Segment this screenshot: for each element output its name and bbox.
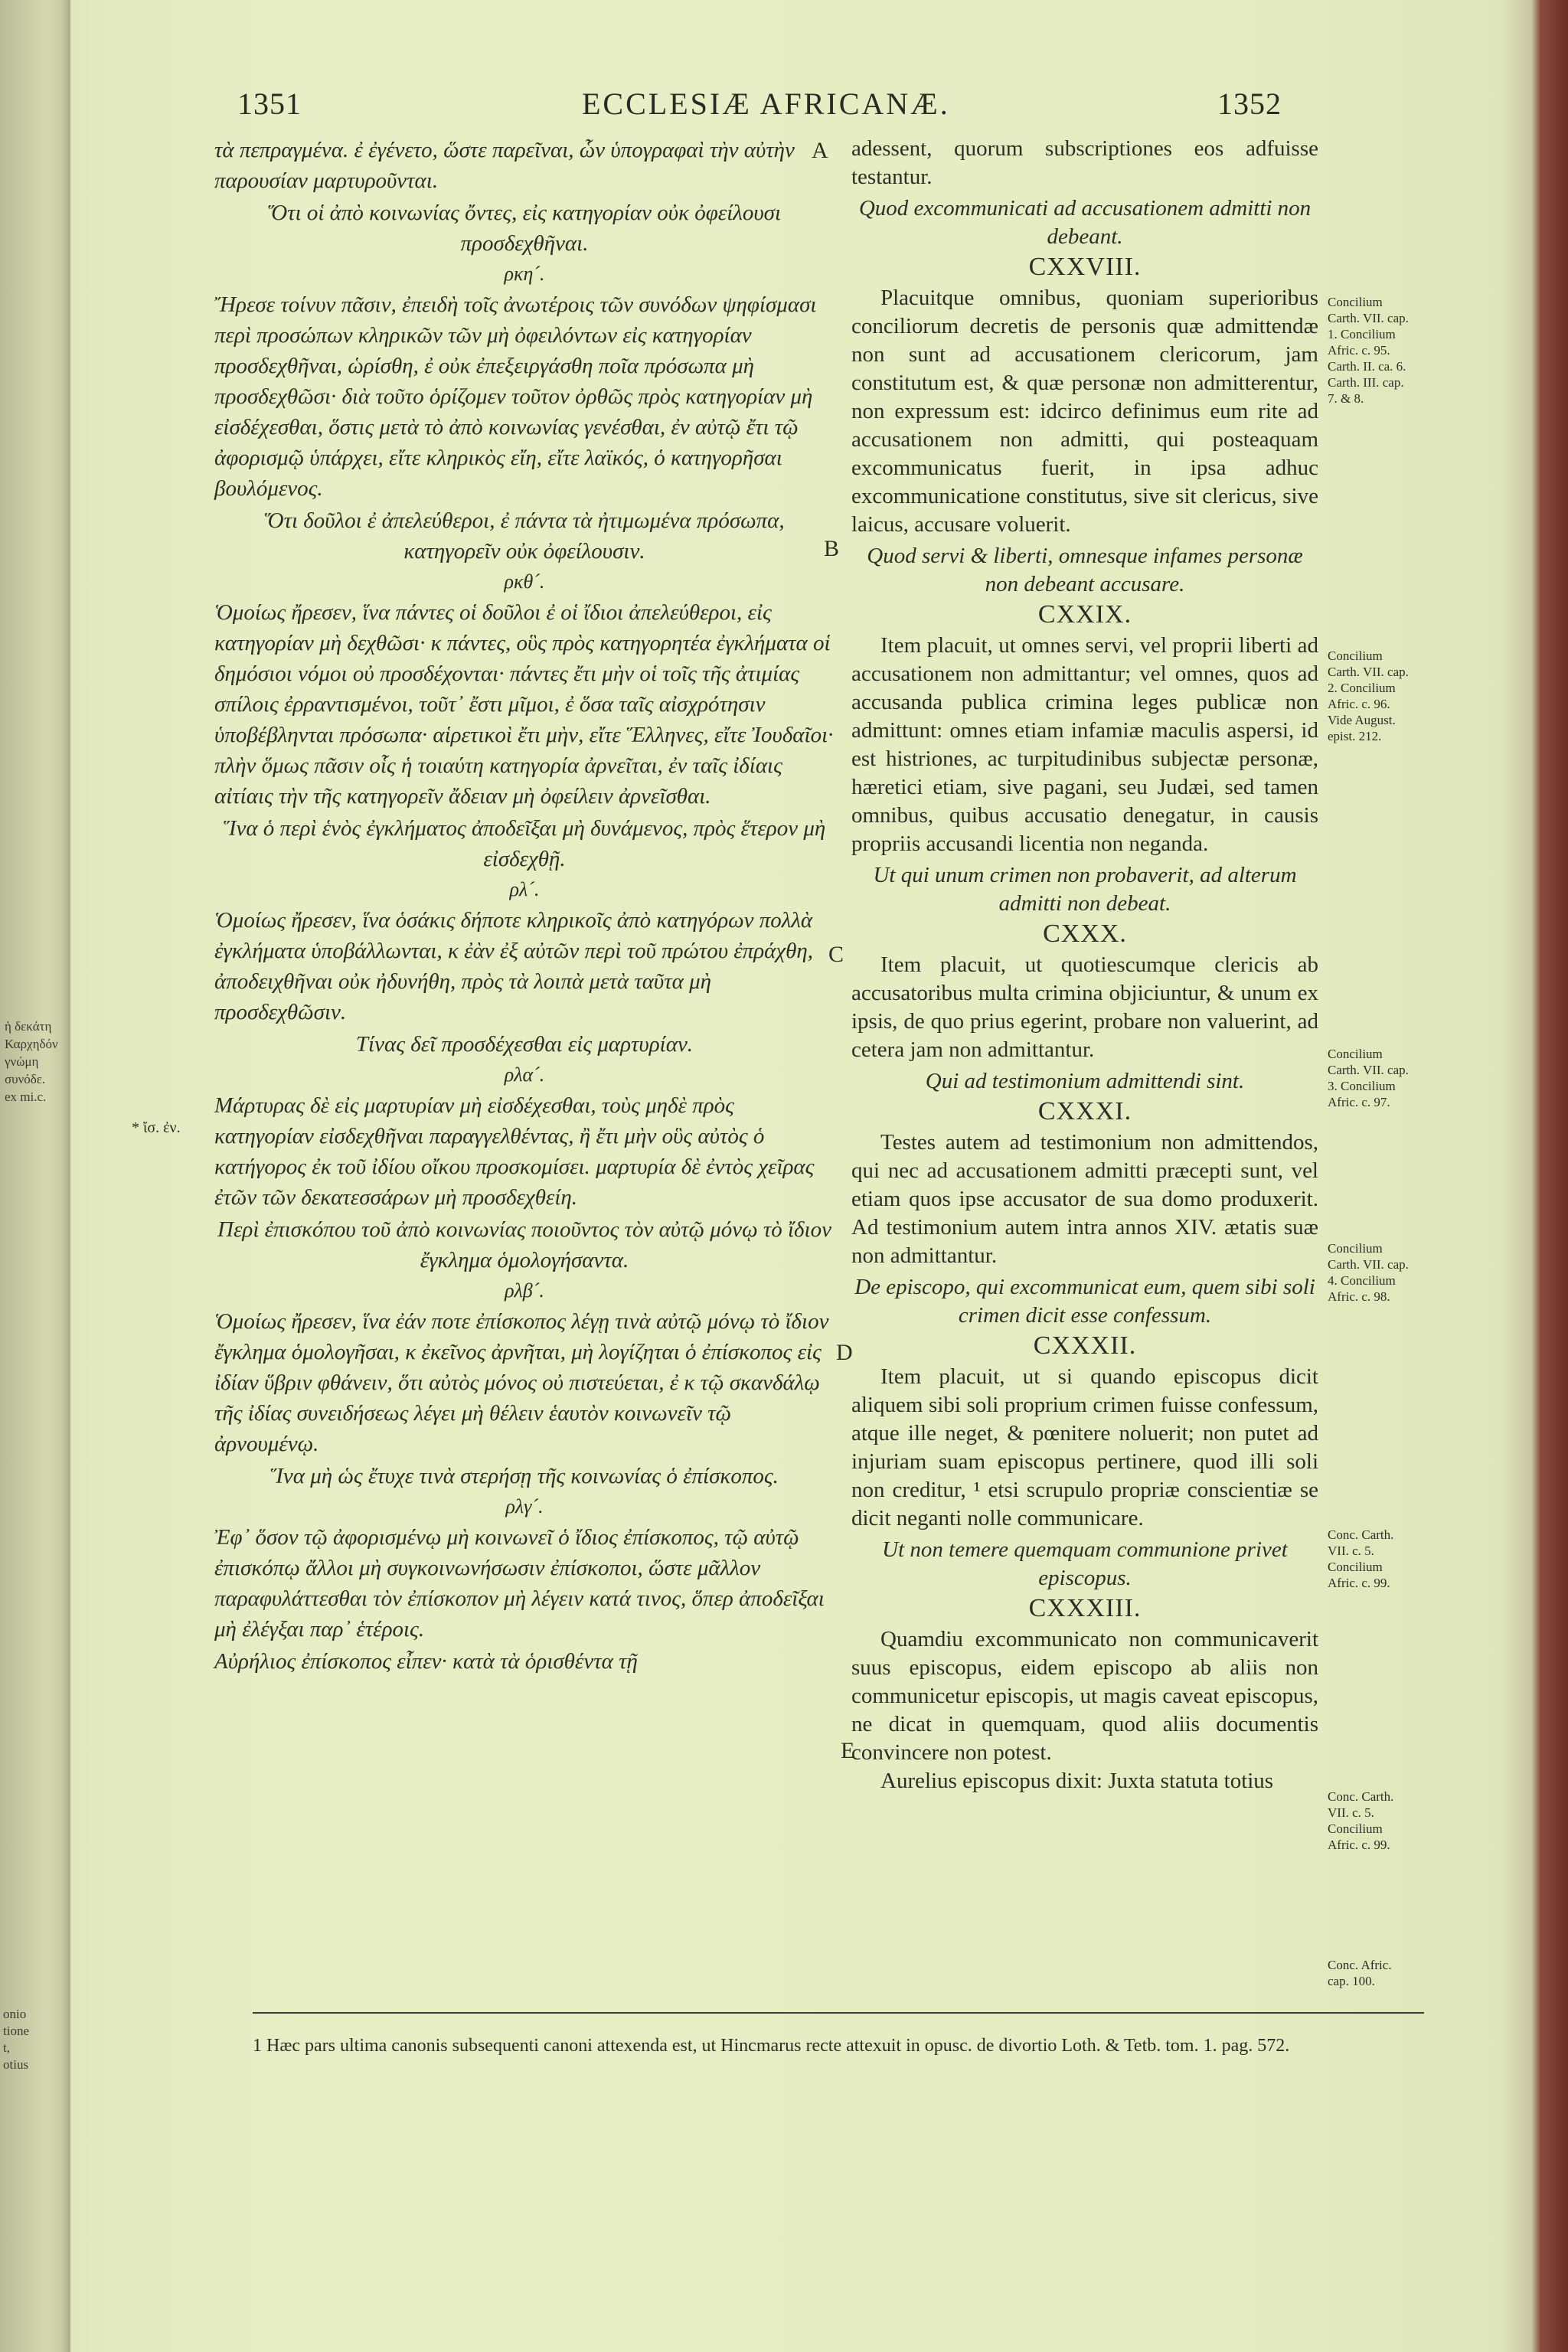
greek-canon-title: Περὶ ἐπισκόπου τοῦ ἀπὸ κοινωνίας ποιοῦντος τὸν αὐτῷ μόνῳ τὸ ἴδιον ἔγκλημα ὁμολογήσαντα.	[217, 1217, 831, 1272]
section-letter: D	[836, 1340, 853, 1365]
margin-reference: Concilium Carth. VII. cap. 3. Concilium Afric. c. 97.	[1328, 1047, 1409, 1109]
greek-last-line: Αὐρήλιος ἐπίσκοπος εἶπεν· κατὰ τὰ ὁρισθέντα τῇ	[214, 1649, 638, 1674]
margin-reference: Concilium Carth. VII. cap. 1. Concilium Afric. c. 95. Carth. II. ca. 6. Carth. III. cap. 7. & 8.	[1328, 295, 1409, 406]
greek-canon-number: ρκη´.	[504, 263, 545, 285]
latin-canon-title: Quod excommunicati ad accusationem admitti non debeant.	[858, 196, 1312, 249]
latin-canon-text: Item placuit, ut omnes servi, vel proprii liberti ad accusationem non admittantur; vel omnes, quos ad accusanda publica crimina leges publicæ non admittunt: omnes etiam infamiæ maculis aspersi, id est histriones, ac turpitudinibus subjectæ personæ, hæretici etiam, sive pagani, seu Judæi, sed tamen omnibus, quibus accusatio denegatur, in causis propriis accusandi licentia non neganda.	[851, 633, 1318, 856]
latin-column	[851, 135, 1318, 1795]
latin-canon-text: Testes autem ad testimonium non admittendos, qui nec ad accusationem admitti præcepti sunt, vel etiam quos ipse accusator de sua domo produxerit. Ad testimonium autem intra annos XIV. ætatis suæ non admittantur.	[851, 1130, 1318, 1268]
greek-canon-number: ρλ´.	[509, 878, 540, 900]
greek-canon-number: ρλβ´.	[505, 1279, 544, 1302]
greek-canon-title: Ἵνα ὁ περὶ ἑνὸς ἐγκλήματος ἀποδεῖξαι μὴ δυνάμενος, πρὸς ἕτερον μὴ εἰσδεχθῇ.	[223, 816, 826, 871]
greek-canon-title: Ὅτι δοῦλοι ἐ ἀπελεύθεροι, ἐ πάντα τὰ ἠτιμωμένα πρόσωπα, κατηγορεῖν οὐκ ὀφείλουσιν.	[264, 508, 785, 564]
fragment-line: otius	[3, 2057, 29, 2072]
greek-canon-text: Ὁμοίως ἤρεσεν, ἵνα ἐάν ποτε ἐπίσκοπος λέγῃ τινὰ αὐτῷ μόνῳ τὸ ἴδιον ἔγκλημα ὁμολογῆσαι, κ ἐκεῖνος ἀρνῆται, μὴ λογίζηται ὁ ἐπίσκοπος εἰς ἰδίαν ὕβριν φθάνειν, ὅτι αὐτὸς μόνος οὐ πιστεύεται, ἐ κ τῷ σκανδάλῳ τῆς ἰδίας συνειδήσεως λέγει μὴ θέλειν ἑαυτὸν κοινωνεῖν τῷ ἀρνουμένῳ.	[214, 1309, 829, 1456]
greek-intro: τὰ πεπραγμένα. ἐ ἐγένετο, ὥστε παρεῖναι, ὧν ὑπογραφαὶ τὴν αὐτὴν παρουσίαν μαρτυροῦνται.	[214, 138, 795, 193]
fragment-line: tione	[3, 2024, 29, 2038]
section-letter: E	[841, 1738, 855, 1763]
latin-canon-number: CXXIX.	[1037, 600, 1132, 629]
latin-canon-text: Item placuit, ut si quando episcopus dicit aliquem sibi soli proprium crimen fuisse confessum, atque ille neget, & pœnitere noluerit; non putet ad injuriam suam episcopus pertinere, quod illi soli non creditur, ¹ etsi scrupulo propriæ conscientiæ se dicit neganti nolle communicare.	[851, 1364, 1318, 1530]
latin-canon-number: CXXXI.	[1037, 1097, 1132, 1125]
greek-canon-text: Ὁμοίως ἤρεσεν, ἵνα ὁσάκις δήποτε κληρικοῖς ἀπὸ κατηγόρων πολλὰ ἐγκλήματα ὑποβάλλωνται, κ ἐὰν ἐξ αὐτῶν περὶ τοῦ πρώτου ἐπράχθη, ἀποδειχθῆναι οὐκ ἠδυνήθη, πρὸς τὰ λοιπὰ μετὰ ταῦτα μὴ προσδεχθῶσιν.	[214, 908, 814, 1024]
greek-canon-title: Ἵνα μὴ ὡς ἔτυχε τινὰ στερήσῃ τῆς κοινωνίας ὁ ἐπίσκοπος.	[270, 1464, 779, 1488]
latin-canon-title: Quod servi & liberti, omnesque infames personæ non debeant accusare.	[867, 544, 1303, 596]
greek-canon-number: ρκθ´.	[504, 570, 545, 593]
latin-canon-number: CXXXIII.	[1028, 1594, 1142, 1622]
greek-canon-number: ρλα´.	[504, 1063, 545, 1086]
section-letter: A	[812, 138, 828, 163]
greek-canon-text: Ἐφ᾽ ὅσον τῷ ἀφορισμένῳ μὴ κοινωνεῖ ὁ ἴδιος ἐπίσκοπος, τῷ αὐτῷ ἐπισκόπῳ ἄλλοι μὴ συγκοινωνήσωσιν ἐπίσκοποι, ὥστε μᾶλλον παραφυλάττεσθαι τὸν ἐπίσκοπον μὴ λέγειν κατά τινος, ὅπερ ἀποδεῖξαι μὴ ἐλέγξαι παρ᾽ ἑτέροις.	[214, 1525, 825, 1642]
margin-reference: Concilium Carth. VII. cap. 2. Concilium Afric. c. 96. Vide August. epist. 212.	[1328, 648, 1409, 743]
margin-reference: Conc. Afric. cap. 100.	[1328, 1958, 1392, 1988]
latin-intro: adessent, quorum subscriptiones eos adfuisse testantur.	[851, 136, 1318, 189]
page-number-right: 1352	[1217, 87, 1282, 121]
latin-canon-text: Quamdiu excommunicato non communicaverit suus episcopus, eidem episcopo ab aliis non communicetur episcopis, ut magis caveat episcopus, ne dicat in quemquam, quod aliis documentis convincere non potest.	[851, 1627, 1318, 1765]
gloss-line: γνώμη	[5, 1054, 39, 1069]
gloss-line: ex mi.c.	[5, 1089, 47, 1104]
left-margin-fragments	[3, 2006, 49, 2073]
latin-canon-title: Ut qui unum crimen non probaverit, ad alterum admitti non debeat.	[873, 863, 1297, 916]
footnote: 1 Hæc pars ultima canonis subsequenti canoni attexenda est, ut Hincmarus recte attexuit in opusc. de divortio Loth. & Tetb. tom. 1. pag. 572.	[253, 2036, 1290, 2056]
greek-canon-title: Τίνας δεῖ προσδέχεσθαι εἰς μαρτυρίαν.	[355, 1032, 694, 1057]
latin-canon-number: CXXXII.	[1033, 1331, 1137, 1360]
left-margin-gloss	[5, 1018, 66, 1106]
greek-canon-text: Ἤρεσε τοίνυν πᾶσιν, ἐπειδὴ τοῖς ἀνωτέροις τῶν συνόδων ψηφίσμασι περὶ προσώπων κληρικῶν τῶν μὴ ὀφειλόντων εἰς κατηγορίαν προσδεχθῆναι, ὡρίσθη, ἐ οὐκ ἐπεξειργάσθη ποῖα πρόσωπα μὴ προσδεχθῶσι· διὰ τοῦτο ὁρίζομεν τοῦτον ὀρθῶς πρὸς κατηγορίαν μὴ εἰσδέχεσθαι, ὅστις μετὰ τὸ ἀπὸ κοινωνίας γενέσθαι, ἐν αὐτῷ ἔτι τῷ ἀφορισμῷ ὑπάρχει, εἴτε κληρικὸς εἴη, εἴτε λαϊκός, ὁ κατηγορῆσαι βουλόμενος.	[214, 292, 817, 501]
latin-last-line: Aurelius episcopus dixit: Juxta statuta totius	[880, 1769, 1274, 1793]
greek-column	[214, 135, 835, 1678]
gloss-line: Καρχηδόν	[5, 1037, 58, 1051]
latin-canon-number: CXXVIII.	[1028, 253, 1142, 281]
margin-reference: Conc. Carth. VII. c. 5. Concilium Afric. c. 99.	[1328, 1789, 1394, 1852]
fragment-line: t,	[3, 2040, 10, 2055]
greek-canon-text: Ὁμοίως ἤρεσεν, ἵνα πάντες οἱ δοῦλοι ἐ οἱ ἴδιοι ἀπελεύθεροι, εἰς κατηγορίαν μὴ δεχθῶσι· κ πάντες, οὓς πρὸς κατηγορητέα ἐγκλήματα οἱ δημόσιοι νόμοι οὐ προσδέχονται· πάντες ἔτι μὴν οἱ τοῖς τῆς ἀτιμίας σπίλοις ἐρραντισμένοι, τοῦτ᾽ ἔστι μῖμοι, ἐ ὅσα ταῖς αἰσχρότησιν ὑποβέβληνται πρόσωπα· αἱρετικοὶ ἔτι μὴν, εἴτε Ἕλληνες, εἴτε Ἰουδαῖοι· πλὴν ὅμως πᾶσιν οἷς ἡ τοιαύτη κατηγορία ἀρνεῖται, ἐν ταῖς ἰδίαις αἰτίαις τὴν τῆς κατηγορεῖν ἄδειαν μὴ ὀφείλειν ἀρνεῖσθαι.	[214, 600, 834, 808]
page-number-left: 1351	[237, 87, 302, 121]
greek-star-note: * ἴσ. ἐν.	[132, 1119, 181, 1136]
latin-canon-title: Qui ad testimonium admittendi sint.	[925, 1069, 1245, 1093]
fragment-line: onio	[3, 2007, 27, 2021]
latin-canon-title: De episcopo, qui excommunicat eum, quem sibi soli crimen dicit esse confessum.	[854, 1275, 1315, 1328]
latin-canon-title: Ut non temere quemquam communione privet episcopus.	[882, 1537, 1288, 1590]
margin-reference: Concilium Carth. VII. cap. 4. Concilium Afric. c. 98.	[1328, 1241, 1409, 1304]
section-letter: B	[824, 536, 840, 561]
running-title: ECCLESIÆ AFRICANÆ.	[582, 87, 950, 121]
margin-reference: Conc. Carth. VII. c. 5. Concilium Afric. c. 99.	[1328, 1527, 1394, 1590]
greek-canon-number: ρλγ´.	[505, 1495, 544, 1517]
section-letter: C	[828, 942, 844, 967]
greek-canon-text: Μάρτυρας δὲ εἰς μαρτυρίαν μὴ εἰσδέχεσθαι, τοὺς μηδὲ πρὸς κατηγορίαν εἰσδεχθῆναι παραγγελθέντας, ἢ ἔτι μὴν οὓς αὐτὸς ὁ κατήγορος ἐκ τοῦ ἰδίου οἴκου προσκομίσει. μαρτυρία δὲ ἐντὸς χεῖρας ἐτῶν τῶν δεκατεσσάρων μὴ προσδεχθείη.	[214, 1093, 815, 1210]
latin-canon-number: CXXX.	[1043, 920, 1127, 948]
latin-canon-text: Item placuit, ut quotiescumque clericis ab accusatoribus multa crimina objiciuntur, & unum ex ipsis, de quo prius egerint, probare non valuerint, ad cetera jam non admittantur.	[851, 952, 1318, 1062]
gloss-line: συνόδε.	[5, 1072, 46, 1086]
greek-canon-title: Ὅτι οἱ ἀπὸ κοινωνίας ὄντες, εἰς κατηγορίαν οὐκ ὀφείλουσι προσδεχθῆναι.	[267, 201, 782, 256]
footnote-rule	[253, 2012, 1424, 2014]
gloss-line: ἡ δεκάτη	[5, 1019, 52, 1034]
latin-canon-text: Placuitque omnibus, quoniam superioribus conciliorum decretis de personis quæ admittendæ non sunt ad accusationem clericorum, jam constitutum est, & quæ personæ non admitterentur, non expressum est: idcirco definimus eum rite ad accusationem non admitti, qui posteaquam excommunicatus fuerit, in ipsa adhuc excommunicatione constitutus, sive sit clericus, sive laicus, accusare voluerit.	[851, 286, 1318, 537]
book-spine	[0, 0, 70, 2352]
